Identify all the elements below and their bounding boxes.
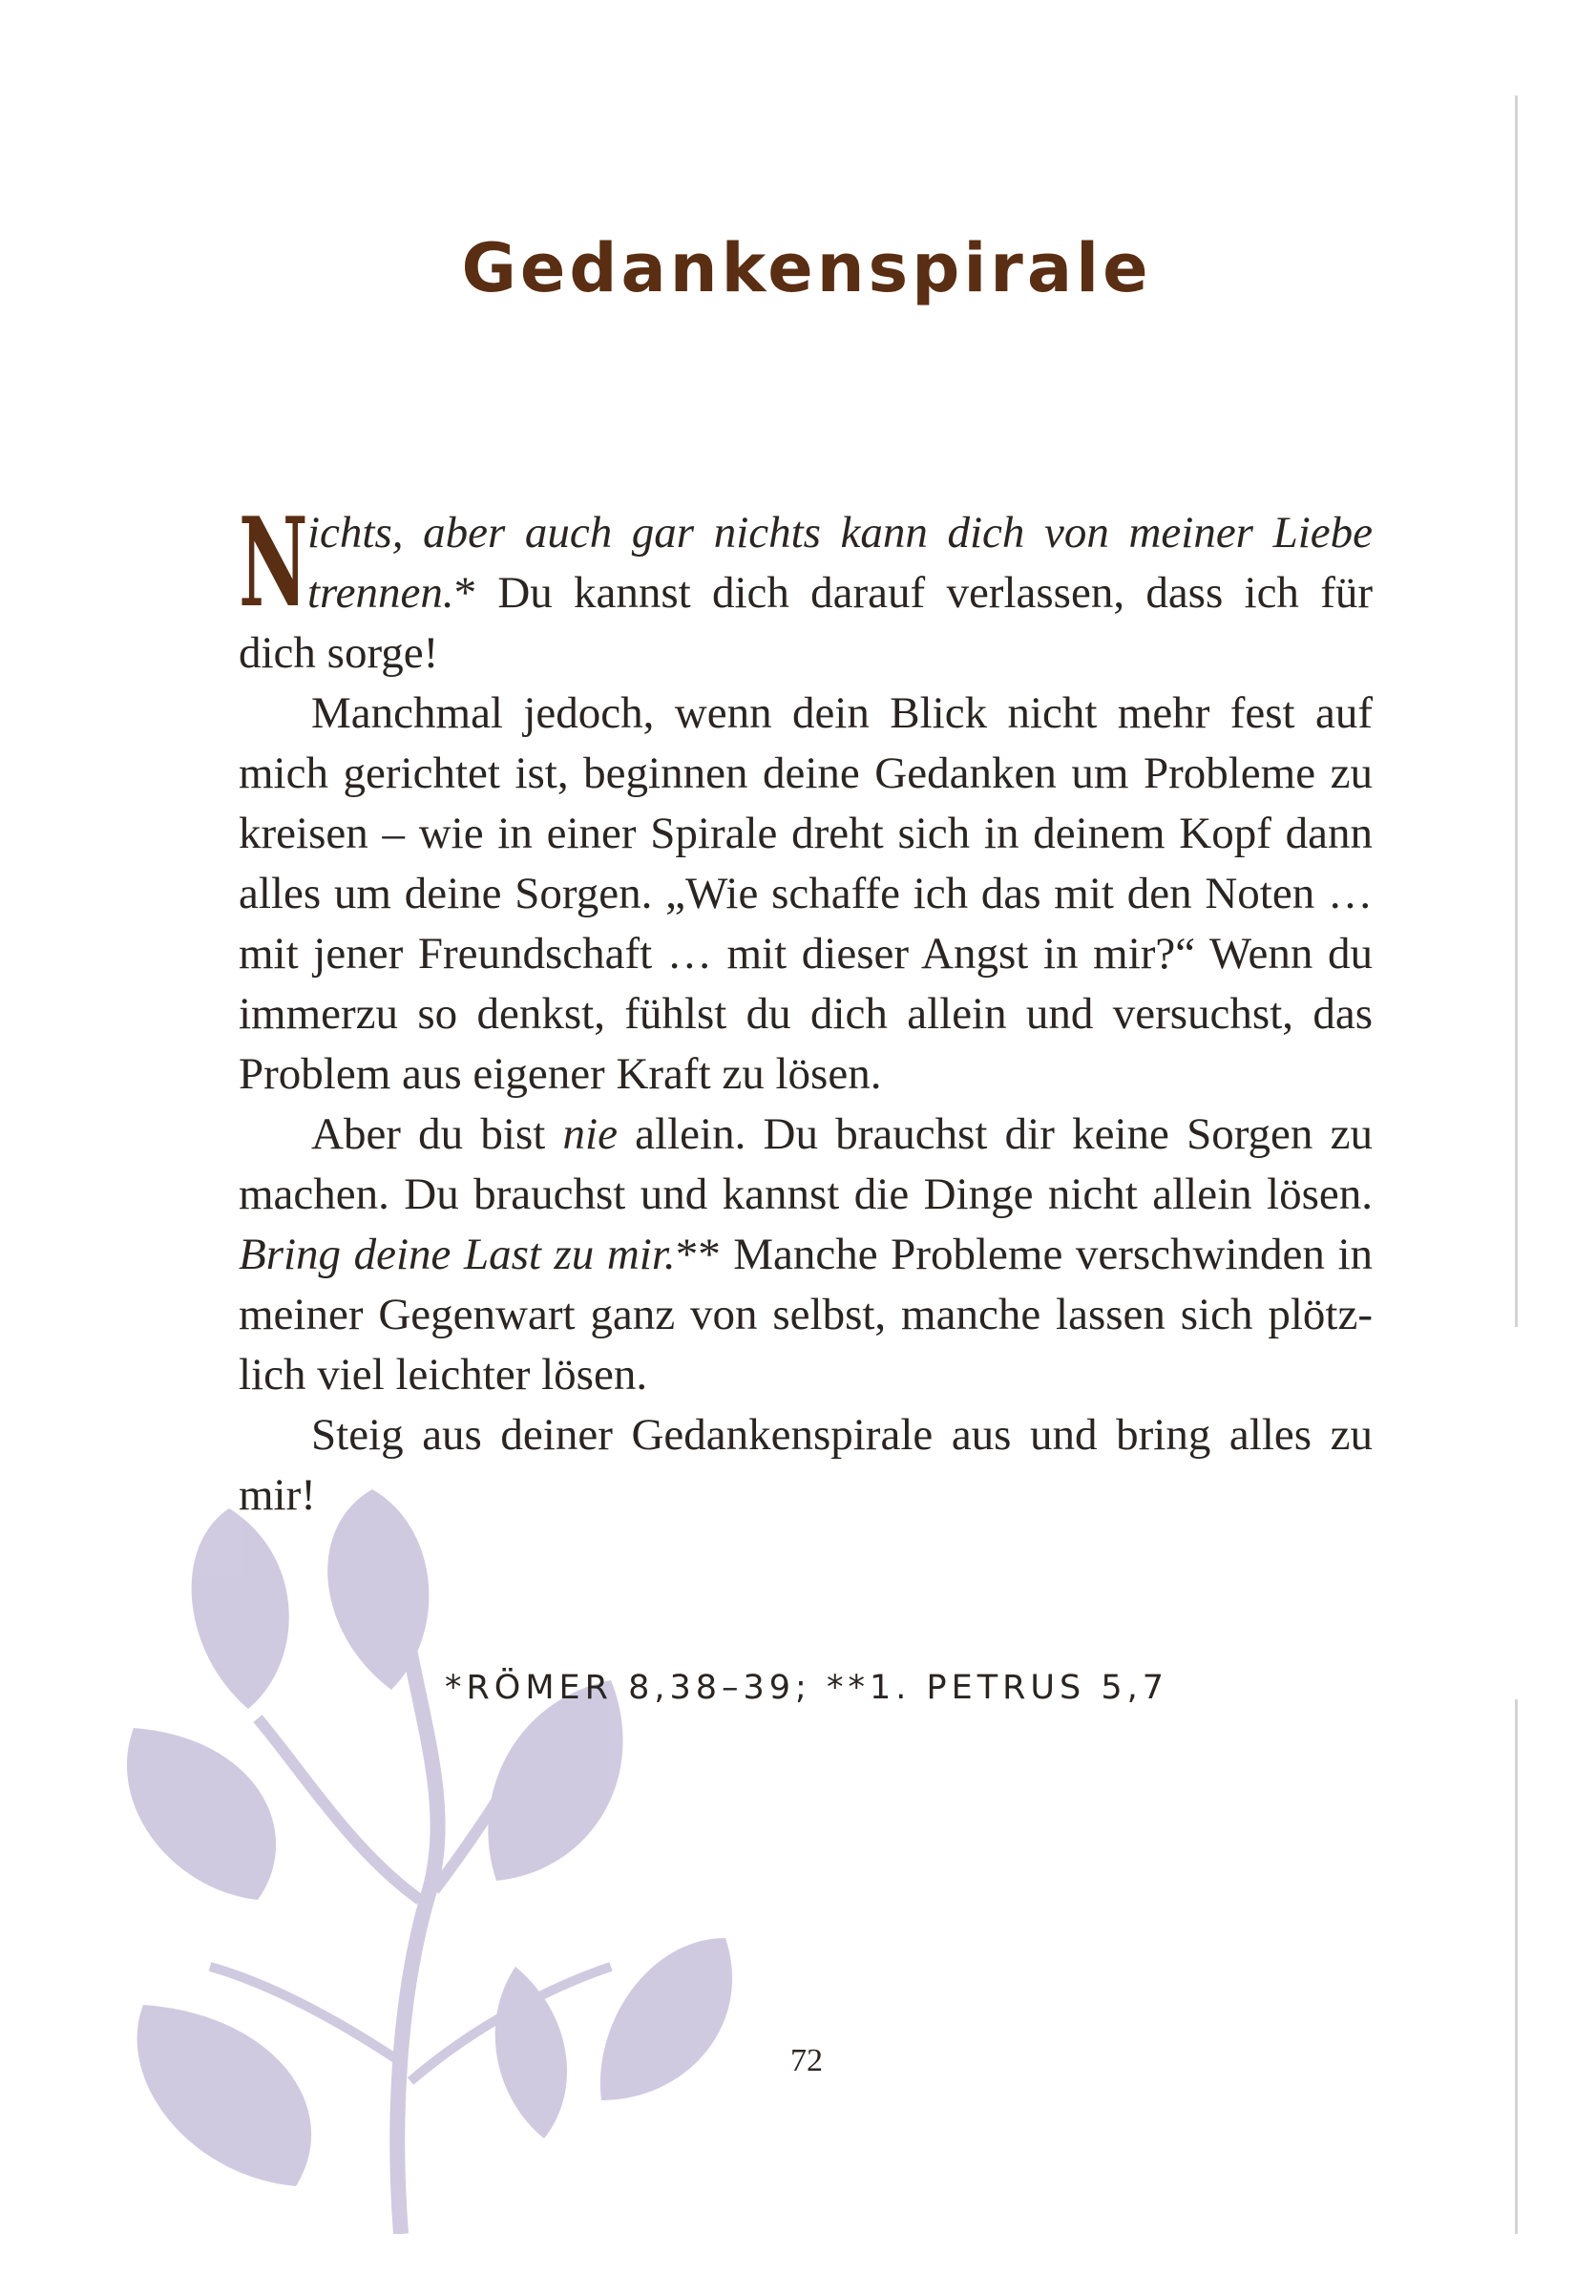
scripture-footnote: *RÖMER 8,38–39; **1. PETRUS 5,7: [444, 1669, 1169, 1707]
leaf-branch-icon: [115, 1489, 783, 2234]
paragraph-text: * Du kannst dich darauf verlassen, dass ich für dich sorge!: [239, 568, 1373, 678]
page-edge-line: [1515, 1699, 1518, 2234]
paragraph-text: Aber du bist: [311, 1109, 563, 1159]
body-text: [239, 492, 1373, 1526]
paragraph-3: [239, 1105, 1373, 1405]
paragraph-4: Steig aus deiner Gedankenspirale aus und bring alles zu mir!: [239, 1410, 1373, 1520]
paragraph-text: allein. Du brauchst dir keine Sorgen zu machen. Du brauchst und kannst die Dinge nicht allein lösen.: [239, 1109, 1373, 1219]
page-number: 72: [790, 2043, 823, 2078]
italic-word: nie: [562, 1109, 618, 1159]
paragraph-2: Manchmal jedoch, wenn dein Blick nicht mehr fest auf mich gerichtet ist, beginnen deine Gedanken um Probleme zu kreisen – wie in einer Spirale dreht sich in deinem Kopf dann alles um deine Sorgen. „Wie schaffe ich das mit den Noten … mit jener Freundschaft … mit dieser Angst in mir?“ Wenn du immerzu so denkst, fühlst du dich allein und versuchst, das Problem aus eigener Kraft zu lösen.: [239, 688, 1373, 1099]
paragraph-text: ** Manche Probleme verschwinden in meiner Gegenwart ganz von selbst, manche lassen sich plötzlich viel leichter lösen.: [239, 1230, 1373, 1400]
italic-quote: ichts, aber auch gar nichts kann dich von meiner Liebe trennen.: [307, 508, 1373, 618]
italic-quote: Bring deine Last zu mir.: [239, 1230, 676, 1279]
chapter-title: Gedankenspirale: [461, 229, 1152, 307]
paragraph-1: [239, 492, 1373, 684]
drop-cap: N: [239, 492, 308, 635]
